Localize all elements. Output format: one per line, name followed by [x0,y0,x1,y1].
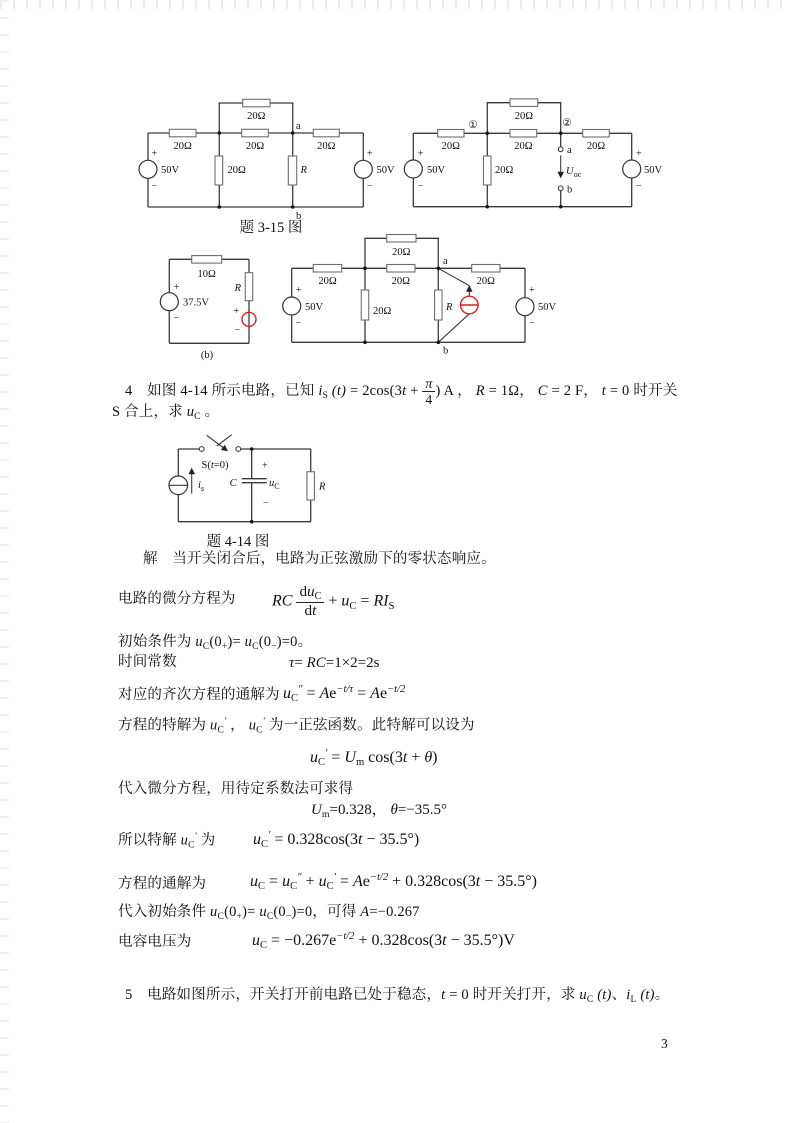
coefficient-method-text: 代入微分方程，用待定系数法可求得 [118,781,354,797]
switch-terminal [236,447,241,452]
diff-equation: RC $\frac{du_C}{dt}$ + $u_C = RI_S$ [272,583,395,620]
resistor-20ohm [510,99,538,107]
fig-3-15-circuit-current-source [280,230,565,362]
polarity-plus: + [233,306,239,317]
particular-equation: $u_C' = U_m$ cos(3t + θ) [310,748,438,769]
voltage-source-50v [623,160,641,178]
node-label-2: ② [562,118,572,129]
voltage-source-50v [354,160,372,178]
polarity-minus: − [417,181,424,192]
resistor-20ohm [215,156,223,185]
general-solution-label: 方程的通解为 [118,876,207,892]
resistor-10ohm [192,256,222,264]
resistor-label: 20Ω [247,111,266,122]
resistor-R [288,156,296,185]
uoc-label: $U_{oc}$ [566,166,582,179]
resistor-label: 20Ω [245,141,265,152]
polarity-plus: + [295,285,302,296]
resistor-20ohm [361,290,369,320]
resistor-label: R [446,302,453,313]
terminal-b [558,186,563,191]
coefficient-values: $U_m=0.328$， θ=−35.5° [311,802,448,821]
terminal-label-b: b [567,184,573,196]
capacitor-label: C [229,478,237,489]
voltage-source-37.5v [160,293,178,311]
resistor-R [307,472,315,500]
homogeneous-equation: $u_C'' = Ae^{-t/\tau} = Ae^{-t/2}$ [283,684,406,705]
resistor-20ohm [510,130,537,138]
switch-closing-arrow [207,435,227,450]
resistor-label: 20Ω [392,247,411,258]
resistor-20ohm [242,129,269,137]
resistor-label: 20Ω [317,141,336,152]
fig-3-15-circuit-b [160,250,275,362]
particular-solution-text: 方程的特解为 $u_C'$ ， $u_C'$ 为一正弦函数。此特解可以设为 [118,716,475,736]
polarity-minus: − [263,498,269,509]
initial-condition-substitution: 代入初始条件 $u_C(0_+)= u_C(0_-)=0$，可得 A=−0.267 [118,904,420,923]
resistor-label: 20Ω [514,141,533,152]
capacitor-voltage-label: 电容电压为 [118,934,192,950]
terminal-label-a: a [567,145,572,156]
resistor-label: 20Ω [514,111,534,122]
resistor-20ohm [484,156,492,185]
polarity-plus: + [529,285,535,296]
polarity-plus: + [367,148,373,160]
polarity-plus: + [262,460,268,472]
time-constant-label: 时间常数 [118,654,177,670]
source-label: 50V [427,165,446,176]
source-label: 50V [376,165,395,176]
resistor-20ohm [438,130,464,138]
node-label-a: a [443,256,448,267]
fig-4-14-circuit [165,428,337,530]
labels [418,111,663,196]
resistor-20ohm [313,129,339,137]
resistor-label: 20Ω [476,276,495,287]
resistor-20ohm [472,265,500,273]
resistor-label: 20Ω [441,141,460,152]
polarity-plus: + [417,148,424,160]
time-constant-equation: τ= RC=1×2=2s [289,655,380,671]
page-number: 3 [661,1036,668,1051]
so-particular-equation: $u_C' = 0.328\cos(3t - 35.5^\circ)$ [253,830,420,851]
labels [174,269,242,361]
resistor-20ohm [313,265,341,273]
resistor-20ohm [169,129,196,137]
node-label-b: b [443,345,449,357]
resistor-label: R [234,283,241,294]
components [169,447,314,524]
source-label: 50V [644,165,663,176]
capacitor-voltage-equation: $u_C = -0.267e^{-t/2} + 0.328\cos(3t - 35.5^\circ)V$ [252,931,515,952]
resistor-label: 20Ω [586,141,606,152]
uc-label: $u_C$ [269,478,280,491]
resistor-label: 20Ω [227,165,246,176]
fig-b-caption: (b) [200,350,214,361]
resistor-label: R [300,165,307,176]
polarity-minus: − [295,318,302,329]
resistor-label: 10Ω [197,269,216,280]
resistor-label: 20Ω [173,141,192,152]
polarity-minus: − [151,181,158,192]
problem-4-statement-line-1: 4 如图 4-14 所示电路，已知 $i_S$ (t) = 2cos(3t + $\frac{\pi}{4}$ ) A ， R = 1Ω， C = 2 F， t = 0 时开关 [125,376,678,408]
resistor-label: 20Ω [391,276,410,287]
polarity-plus: + [636,148,642,160]
wires [178,435,310,522]
voltage-source-50v [404,160,422,178]
polarity-minus: − [367,181,373,192]
terminal-a [558,147,563,152]
resistor-R [435,290,443,320]
resistor-label: R [319,481,326,493]
source-label: 50V [305,302,324,313]
solution-intro: 解 当开关闭合后，电路为正弦激励下的零状态响应。 [143,551,496,567]
polarity-minus: − [636,181,642,192]
page-edge-marks-top [0,0,793,9]
voltage-source-50v [283,297,301,315]
resistor-20ohm [387,265,415,273]
diff-eq-label: 电路的微分方程为 [118,591,236,607]
resistor-label: 20Ω [318,276,337,287]
switch-label: S(t=0) [201,460,229,471]
source-label: 37.5V [183,297,209,309]
resistor-R [245,273,253,301]
node-label-b: b [296,211,302,222]
voltage-source-50v [516,298,534,316]
fig-4-14-caption: 题 4-14 图 [206,534,270,550]
resistor-label: 20Ω [495,165,514,176]
capacitor-plates [242,479,267,483]
polarity-plus: + [173,282,180,293]
fig-3-15-circuit-uoc [405,92,670,237]
page-edge-marks-left [0,0,9,1123]
polarity-minus: − [234,325,240,336]
so-particular-label: 所以特解 $u_C'$ 为 [118,831,216,851]
polarity-plus: + [151,148,158,160]
source-label: 50V [538,302,557,313]
polarity-minus: − [173,313,180,324]
resistor-20ohm [583,130,610,138]
fig-3-15-caption: 题 3-15 图 [239,220,303,236]
switch-terminal [199,447,204,452]
problem-5-statement: 5 电路如图所示，开关打开前电路已处于稳态，t = 0 时开关打开，求 $u_C$ (t)、$i_L$ (t)。 [125,987,670,1006]
homogeneous-label: 对应的齐次方程的通解为 [118,687,280,703]
resistor-label: 20Ω [373,306,392,317]
initial-condition-line: 初始条件为 $u_C(0_+)= u_C(0_-)=0$。 [118,634,313,653]
node-label-a: a [296,121,301,132]
source-label: 50V [161,165,180,176]
voltage-source-50v [139,160,157,178]
general-solution-equation: $u_C = u_C'' + u_C' = Ae^{-t/2} + 0.328\cos(3t - 35.5^\circ)$ [250,872,537,893]
polarity-minus: − [529,318,535,329]
resistor-20ohm [387,235,416,243]
resistor-20ohm [243,99,270,107]
is-label: $i_s$ [198,480,205,493]
node-label-1: ① [468,120,478,131]
problem-4-statement-line-2: S 合上，求 $u_C$ 。 [112,404,220,423]
